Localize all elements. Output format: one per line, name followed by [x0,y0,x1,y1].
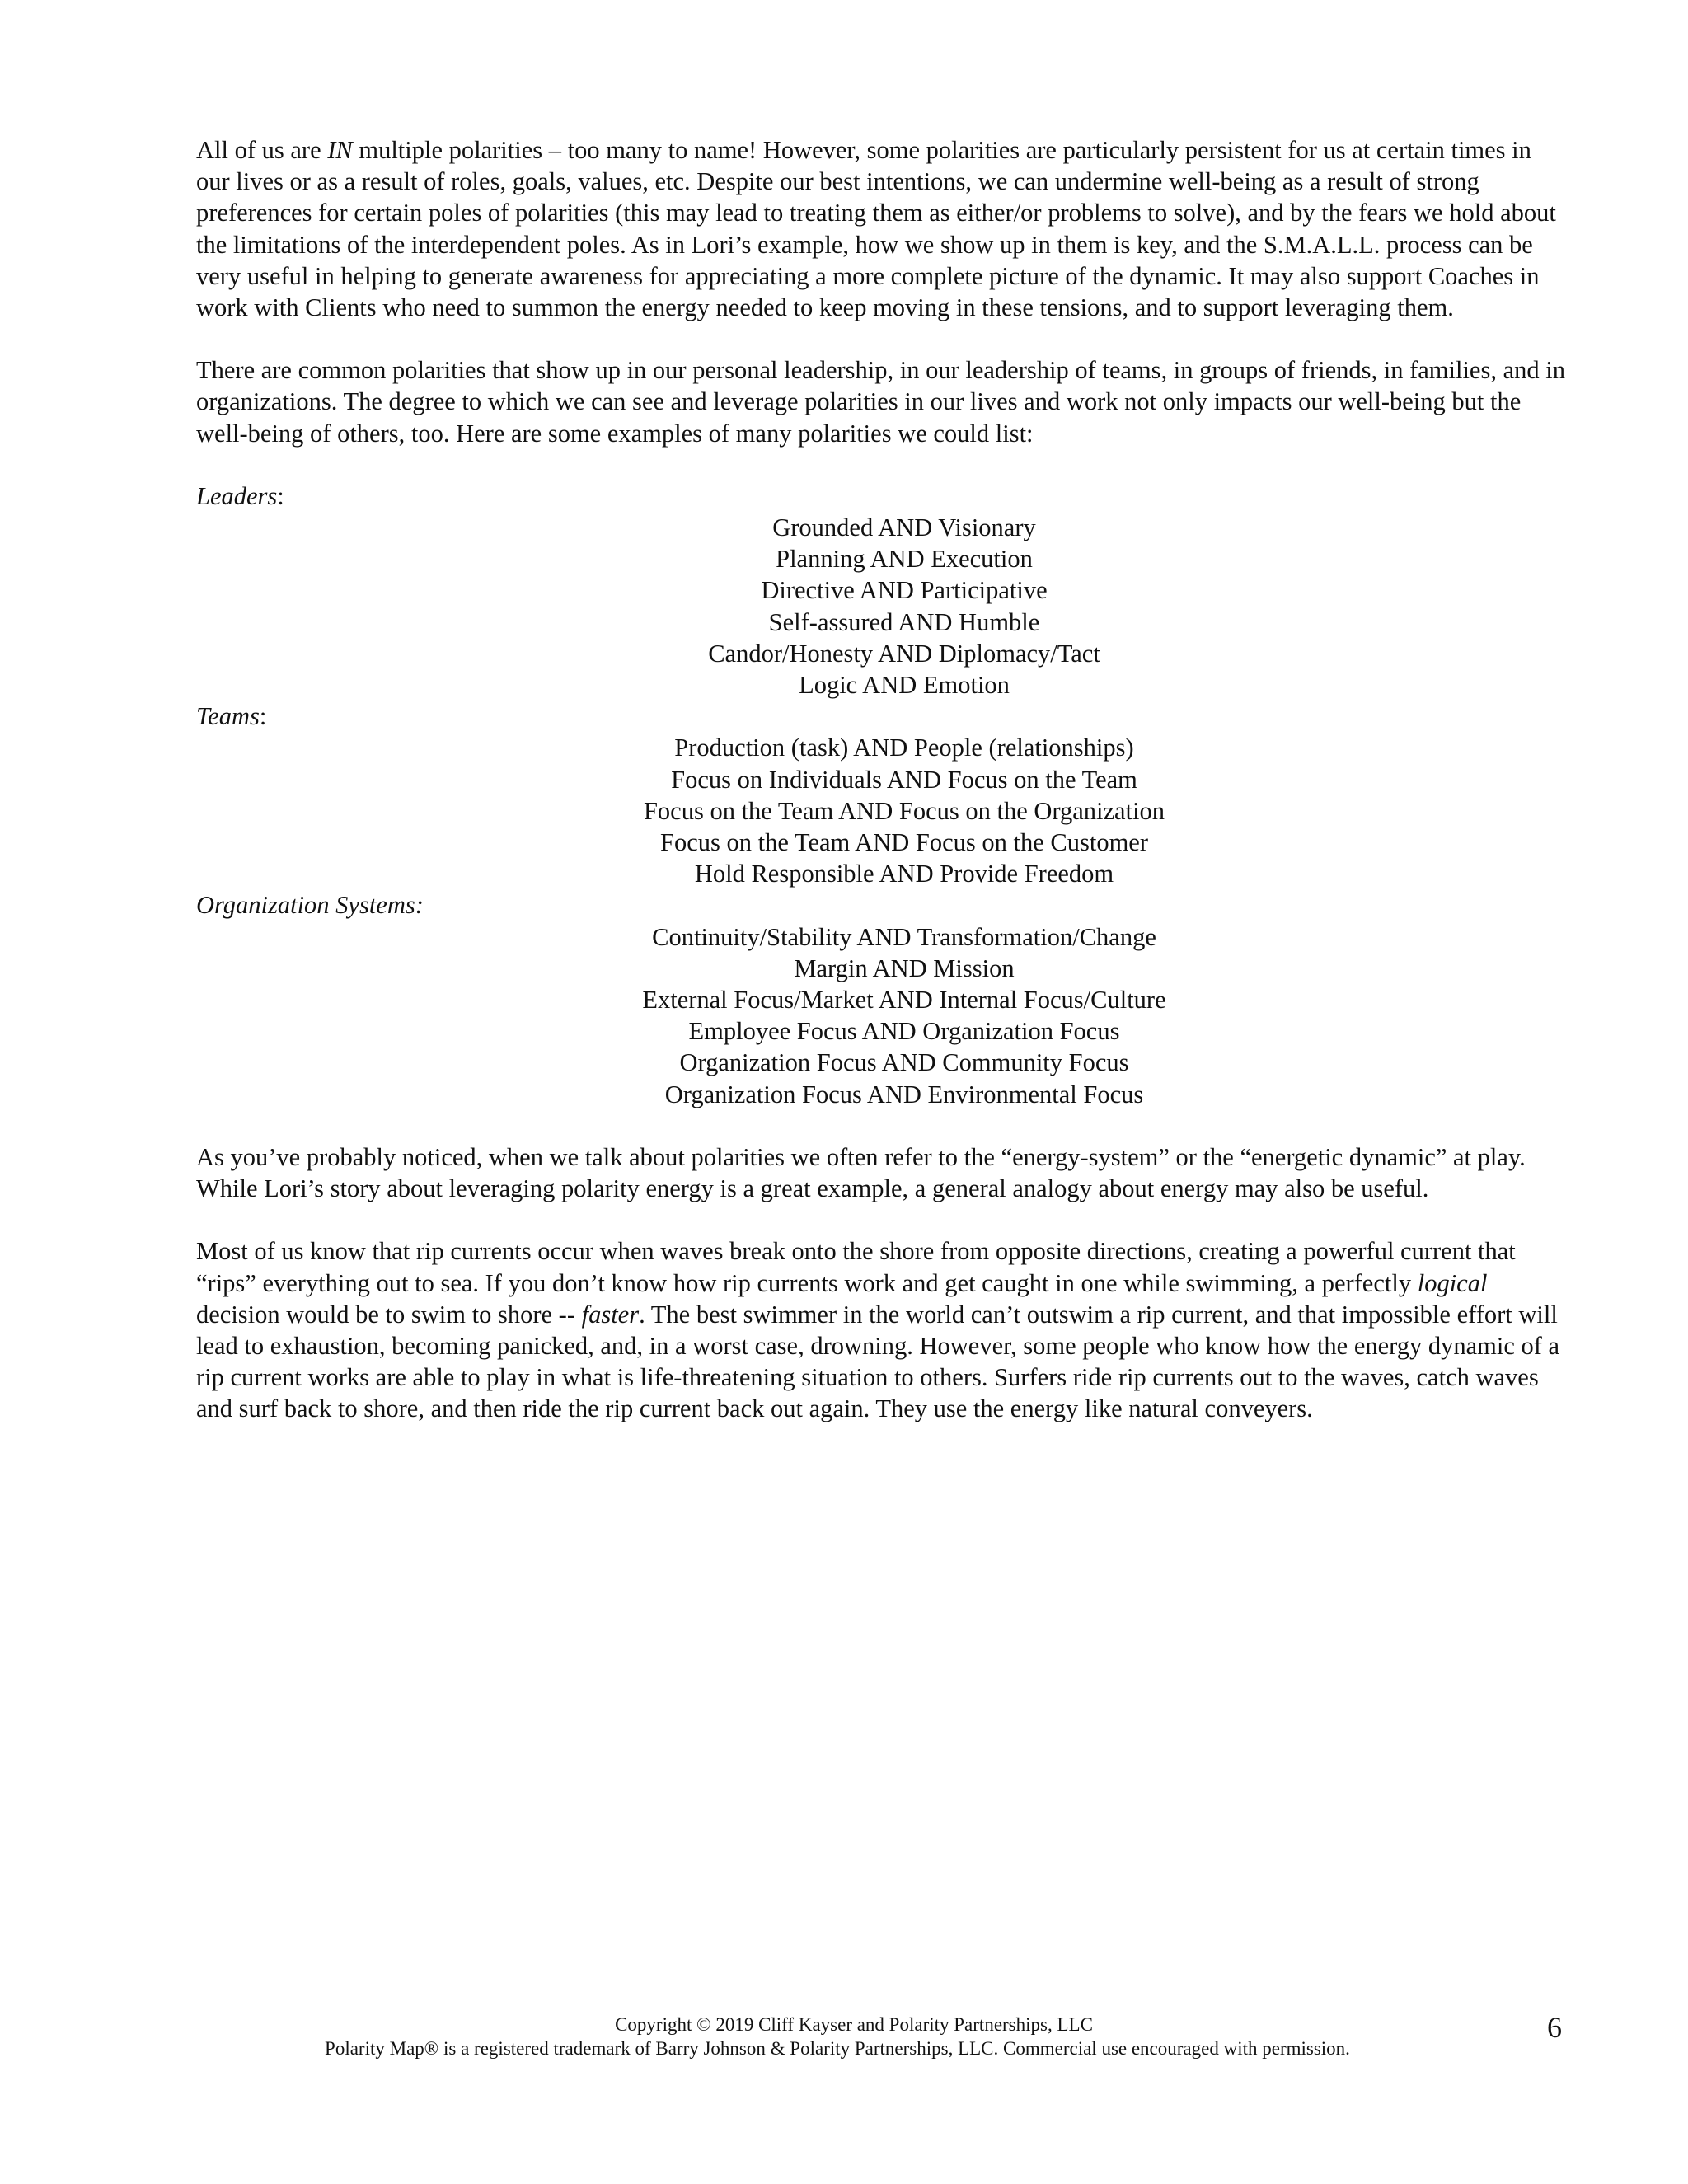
polarity-item: Planning AND Execution [776,545,1033,574]
polarity-item: Employee Focus AND Organization Focus [688,1017,1120,1046]
footer-trademark: Polarity Map® is a registered trademark of Barry Johnson & Polarity Partnerships, LLC. Commercial use encouraged with permission. [325,2038,1350,2059]
polarity-item: Organization Focus AND Environmental Focus [664,1080,1144,1108]
spacer [196,1110,1566,1141]
polarity-list-leaders [219,512,1589,701]
section-label-teams: Teams: [196,702,267,731]
polarity-item: Grounded AND Visionary [772,513,1036,542]
polarity-item: Candor/Honesty AND Diplomacy/Tact [708,639,1100,668]
polarity-item: Focus on Individuals AND Focus on the Team [671,765,1137,794]
polarity-item: Focus on the Team AND Focus on the Customer [659,828,1148,857]
polarity-item: Production (task) AND People (relationships) [674,733,1134,762]
page-body [196,134,1566,1456]
polarity-item: Focus on the Team AND Focus on the Organization [643,796,1165,825]
polarity-item: Hold Responsible AND Provide Freedom [694,860,1114,888]
section-label-leaders: Leaders: [196,481,284,510]
polarity-list-teams [219,732,1589,889]
intro-paragraph-2: There are common polarities that show up in our personal leadership, in our leadership of teams, in groups of friends, in families, and in organizations. The degree to which we can see and leverage polarities in our lives and work not only impacts our well-being but the well-being of others, too. Here are some examples of many polarities we could list: [196,356,1565,448]
page-number: 6 [1547,2011,1562,2044]
emphasis-logical: logical [1417,1268,1488,1297]
polarity-item: Logic AND Emotion [799,671,1010,700]
polarity-list-organization-systems [219,921,1589,1110]
intro-paragraph-1: All of us are IN multiple polarities – too many to name! However, some polarities are particularly persistent for us at certain times in our lives or as a result of roles, goals, values, etc. Despite our best intentions, we can undermine well-being as a result of strong preferences for certain poles of polarities (this may lead to treating them as either/or problems to solve), and by the fears we hold about the limitations of the interdependent poles. As in Lori’s example, how we show up in them is key, and the S.M.A.L.L. process can be very useful in helping to generate awareness for appreciating a more complete picture of the dynamic. It may also support Coaches in work with Clients who need to summon the energy needed to keep moving in these tensions, and to support leveraging them. [196,136,1556,322]
polarity-item: Self-assured AND Humble [768,607,1040,636]
polarity-item: External Focus/Market AND Internal Focus/Culture [642,986,1166,1015]
polarity-item: Continuity/Stability AND Transformation/Change [652,922,1156,951]
emphasis-faster: faster [581,1300,640,1329]
polarity-item: Organization Focus AND Community Focus [679,1048,1129,1077]
closing-paragraph-1: As you’ve probably noticed, when we talk about polarities we often refer to the “energy-system” or the “energetic dynamic” at play. While Lori’s story about leveraging polarity energy is a great example, a general analogy about energy may also be useful. [196,1142,1526,1203]
page-footer [0,2013,1688,2060]
polarity-item: Margin AND Mission [794,954,1015,982]
closing-paragraph-2: Most of us know that rip currents occur when waves break onto the shore from opposite directions, creating a powerful current that “rips” everything out to sea. If you don’t know how rip currents work and get caught in one while swimming, a perfectly logical decision would be to swim to shore -- faster. The best swimmer in the world can’t outswim a rip current, and that impossible effort will lead to exhaustion, becoming panicked, and, in a worst case, drowning. However, some people who know how the energy dynamic of a rip current works are able to play in what is life-threatening situation to others. Surfers ride rip currents out to the waves, catch waves and surf back to shore, and then ride the rip current back out again. They use the energy like natural conveyers. [196,1237,1560,1423]
section-label-organization-systems: Organization Systems: [196,891,424,920]
footer-copyright: Copyright © 2019 Cliff Kayser and Polarity Partnerships, LLC [615,2014,1093,2035]
emphasis-in: IN [327,136,353,164]
polarity-item: Directive AND Participative [761,576,1048,605]
